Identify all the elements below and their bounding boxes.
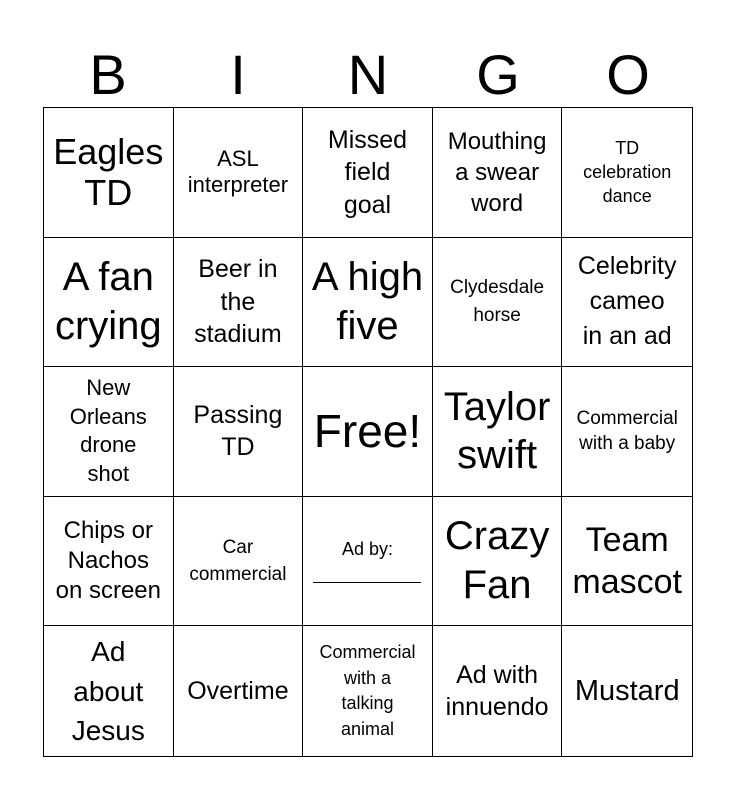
bingo-cell-chips-or-nachos[interactable]: Chips or Nachos on screen (44, 497, 174, 627)
ad-by-label: Ad by: (341, 538, 393, 559)
bingo-cell-celebrity-cameo[interactable]: Celebrity cameo in an ad (562, 238, 692, 368)
bingo-cell-mouthing-swear-word[interactable]: Mouthing a swear word (433, 108, 563, 238)
bingo-cell-team-mascot[interactable]: Team mascot (562, 497, 692, 627)
header-letter-n: N (347, 43, 389, 106)
bingo-cell-fan-crying[interactable]: A fan crying (44, 238, 174, 368)
bingo-cell-ad-with-innuendo[interactable]: Ad with innuendo (433, 626, 563, 756)
header-letter-g: G (476, 43, 520, 106)
bingo-cell-high-five[interactable]: A high five (303, 238, 433, 368)
ad-by-content (313, 539, 421, 584)
bingo-cell-crazy-fan[interactable]: Crazy Fan (433, 497, 563, 627)
bingo-cell-commercial-talking-animal[interactable]: Commercial with a talking animal (303, 626, 433, 756)
bingo-card-grid (43, 107, 693, 757)
bingo-cell-passing-td[interactable]: Passing TD (174, 367, 304, 497)
bingo-cell-ad-by[interactable] (303, 497, 433, 627)
bingo-cell-clydesdale-horse[interactable]: Clydesdale horse (433, 238, 563, 368)
header-letter-i: I (230, 43, 246, 106)
bingo-cell-beer-in-stadium[interactable]: Beer in the stadium (174, 238, 304, 368)
bingo-cell-missed-field-goal[interactable]: Missed field goal (303, 108, 433, 238)
header-letter-o: O (606, 43, 650, 106)
bingo-cell-commercial-with-baby[interactable]: Commercial with a baby (562, 367, 692, 497)
bingo-cell-free-space[interactable]: Free! (303, 367, 433, 497)
bingo-cell-asl-interpreter[interactable]: ASL interpreter (174, 108, 304, 238)
bingo-header (43, 44, 693, 106)
bingo-cell-car-commercial[interactable]: Car commercial (174, 497, 304, 627)
bingo-cell-eagles-td[interactable]: Eagles TD (44, 108, 174, 238)
bingo-cell-new-orleans-drone-shot[interactable]: New Orleans drone shot (44, 367, 174, 497)
bingo-cell-td-celebration-dance[interactable]: TD celebration dance (562, 108, 692, 238)
bingo-cell-overtime[interactable]: Overtime (174, 626, 304, 756)
ad-by-blank-line (313, 582, 421, 583)
header-letter-b: B (89, 43, 127, 106)
bingo-cell-ad-about-jesus[interactable]: Ad about Jesus (44, 626, 174, 756)
bingo-cell-mustard[interactable]: Mustard (574, 675, 680, 708)
bingo-cell-taylor-swift[interactable]: Taylor swift (433, 367, 563, 497)
